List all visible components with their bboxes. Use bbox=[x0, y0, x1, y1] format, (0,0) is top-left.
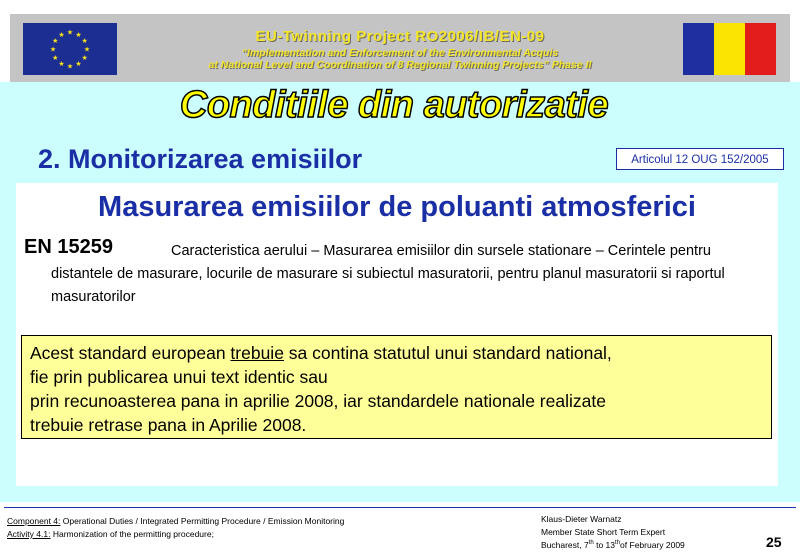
project-title: EU-Twinning Project RO2006/IB/EN-09 bbox=[255, 28, 545, 45]
note-box bbox=[21, 335, 772, 439]
page-number: 25 bbox=[766, 534, 782, 550]
note-line-1: Acest standard european trebuie sa contina statutul unui standard national, bbox=[30, 343, 612, 363]
eu-star-icon: ★ bbox=[81, 54, 88, 62]
eu-star-icon: ★ bbox=[66, 62, 74, 71]
footer-role: Member State Short Term Expert bbox=[541, 527, 666, 537]
footer-author: Klaus-Dieter Warnatz bbox=[541, 514, 622, 524]
note-line-2: fie prin publicarea unui text identic sau bbox=[30, 367, 328, 387]
flag-stripe-blue bbox=[683, 23, 714, 75]
section-title: 2. Monitorizarea emisiilor bbox=[38, 144, 363, 174]
eu-star-icon: ★ bbox=[75, 60, 82, 69]
underlined-word: trebuie bbox=[230, 343, 284, 363]
footer-component: Component 4: Operational Duties / Integrated Permitting Procedure / Emission Monitoring bbox=[7, 516, 345, 526]
eu-star-icon: ★ bbox=[81, 37, 88, 45]
flag-stripe-red bbox=[745, 23, 776, 75]
note-line-3: prin recunoasterea pana in aprilie 2008, iar standardele nationale realizate bbox=[30, 391, 606, 411]
project-subtitle-line1: “Implementation and Enforcement of the Environmental Acquis bbox=[241, 47, 559, 59]
flag-stripe-yellow bbox=[714, 23, 745, 75]
romania-flag-icon bbox=[683, 23, 776, 75]
eu-star-icon: ★ bbox=[83, 45, 91, 54]
footer-date: Bucharest, 7th to 13thof February 2009 bbox=[541, 540, 685, 550]
eu-star-icon: ★ bbox=[52, 37, 59, 45]
article-reference: Articolul 12 OUG 152/2005 bbox=[616, 148, 784, 170]
eu-star-icon: ★ bbox=[66, 28, 74, 37]
eu-star-icon: ★ bbox=[52, 54, 59, 62]
standard-code: EN 15259 bbox=[24, 236, 113, 258]
panel-title: Masurarea emisiilor de poluanti atmosferici bbox=[98, 191, 696, 223]
eu-star-icon: ★ bbox=[58, 30, 65, 39]
eu-flag-icon bbox=[23, 23, 117, 75]
project-subtitle-line2: at National Level and Coordination of 8 Regional Twinning Projects” Phase II bbox=[208, 59, 592, 71]
eu-star-icon: ★ bbox=[49, 45, 57, 54]
project-header bbox=[10, 14, 790, 82]
footer-activity: Activity 4.1: Harmonization of the permitting procedure; bbox=[7, 529, 214, 539]
eu-star-icon: ★ bbox=[58, 60, 65, 69]
standard-description: Caracteristica aerului – Masurarea emisiilor din sursele stationare – Cerintele pentru distantele de masurare, locurile de masurare si subiectul masuratorii, pentru planul masuratorii si raportul masuratorilor bbox=[51, 243, 725, 305]
slide-title: Conditiile din autorizatie bbox=[179, 84, 609, 126]
note-line-4: trebuie retrase pana in Aprilie 2008. bbox=[30, 415, 307, 435]
footer-divider bbox=[4, 507, 796, 508]
eu-star-icon: ★ bbox=[75, 30, 82, 39]
